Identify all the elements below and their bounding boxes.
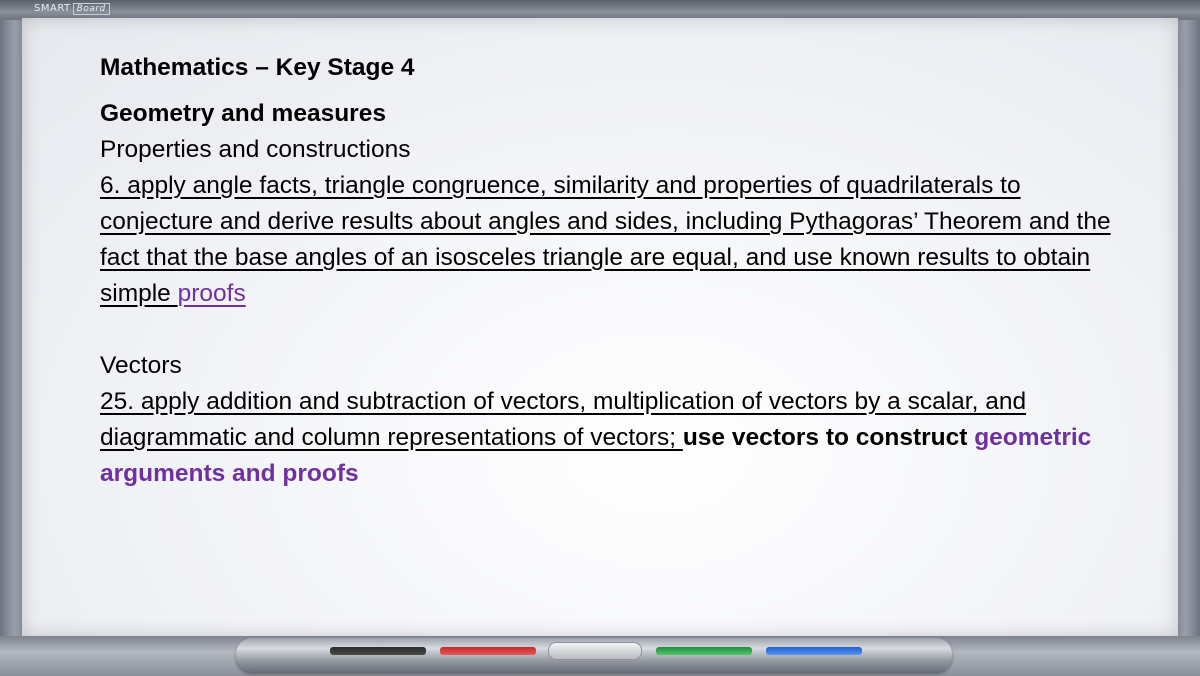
eraser[interactable] [548,642,642,660]
subsection-vectors: Vectors [100,352,182,379]
item-25-highlight: geometric arguments and proofs [100,424,1092,487]
subsection-properties: Properties and constructions [100,136,411,163]
blue-pen[interactable] [766,647,862,655]
item-25 [100,384,1140,492]
logo-main: SMART [34,3,71,14]
pen-tray [236,638,952,672]
green-pen[interactable] [656,647,752,655]
item-6-highlight: proofs [177,280,246,307]
section-heading: Geometry and measures [100,100,386,127]
item-6-text: 6. apply angle facts, triangle congruence, similarity and properties of quadrilaterals to conjecture and derive results about angles and sides, including Pythagoras’ Theorem and the fact that the base angles of an isosceles triangle are equal, and use known results to obtain simple [100,172,1111,307]
spacer [100,312,1140,348]
frame-top-rail [0,0,1200,20]
item-25-bold: use vectors to construct [682,424,975,451]
slide-title: Mathematics – Key Stage 4 [100,54,415,81]
item-25-text: 25. apply addition and subtraction of vectors, multiplication of vectors by a scalar, and diagrammatic and column representations of vectors; [100,388,1027,451]
slide-content [100,50,1140,492]
black-pen[interactable] [330,647,426,655]
item-6 [100,168,1140,312]
logo-sub: Board [73,3,110,15]
smart-board-logo [28,2,116,16]
red-pen[interactable] [440,647,536,655]
